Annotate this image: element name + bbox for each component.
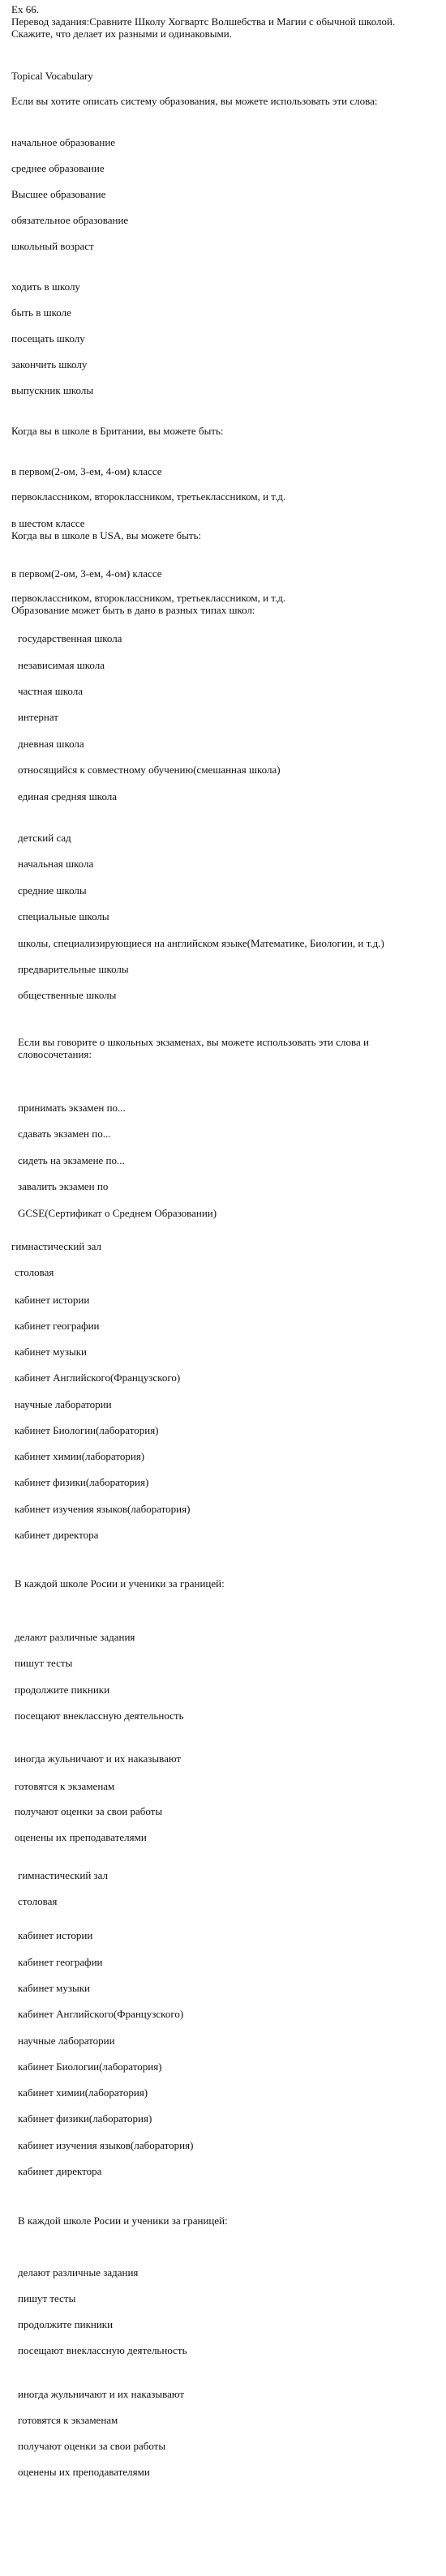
vocab-item: государственная школа [18, 632, 122, 644]
vocab-item: школы, специализирующиеся на английском языке(Математике, Биологии, и т.д.) [18, 937, 384, 949]
vocab-item: кабинет музыки [15, 1346, 87, 1358]
paragraph-school-types: Образование может быть в дано в разных типах школ: [11, 604, 255, 616]
vocab-item: кабинет физики(лаборатория) [15, 1476, 149, 1488]
vocab-item: специальные школы [18, 910, 109, 922]
vocab-item: готовятся к экзаменам [15, 1780, 115, 1792]
vocab-item: научные лаборатории [18, 2035, 115, 2047]
vocab-item: оценены их преподавателями [15, 1831, 147, 1843]
vocab-item: дневная школа [18, 738, 84, 750]
vocab-item: кабинет географии [15, 1320, 100, 1332]
vocab-item: Высшее образование [11, 188, 106, 200]
vocab-item: посещать школу [11, 332, 85, 344]
vocab-item: GCSE(Сертификат о Среднем Образовании) [18, 1207, 217, 1219]
vocab-item: пишут тесты [15, 1657, 73, 1669]
vocab-item: первоклассником, второклассником, третьеклассником, и т.д. [11, 592, 286, 604]
vocab-item: в первом(2-ом, 3-ем, 4-ом) классе [11, 567, 162, 580]
paragraph-russia-abroad: В каждой школе Росии и ученики за границей: [18, 2214, 228, 2227]
vocab-item: кабинет директора [15, 1529, 99, 1541]
vocab-item: кабинет Биологии(лаборатория) [18, 2060, 162, 2073]
vocab-item: частная школа [18, 685, 83, 697]
vocab-item: продолжите пикники [18, 2318, 114, 2330]
exercise-number: Ex 66. [11, 3, 39, 15]
task-translation-line-1: Перевод задания:Сравните Школу Хогвартс Волшебства и Магии с обычной школой. [11, 15, 396, 28]
vocab-item: кабинет географии [18, 1956, 103, 1968]
vocab-item: получают оценки за свои работы [15, 1805, 163, 1817]
paragraph-russia-abroad: В каждой школе Росии и ученики за границей: [15, 1577, 225, 1590]
paragraph-exams: словосочетания: [18, 1048, 92, 1060]
vocab-item: обязательное образование [11, 214, 129, 226]
vocab-item: кабинет физики(лаборатория) [18, 2112, 152, 2125]
vocab-item: готовятся к экзаменам [18, 2414, 118, 2426]
vocab-item: завалить экзамен по [18, 1180, 109, 1192]
section-heading-topical-vocabulary: Topical Vocabulary [11, 70, 93, 82]
paragraph-usa: Когда вы в школе в USA, вы можете быть: [11, 529, 202, 541]
vocab-item: пишут тесты [18, 2292, 76, 2304]
vocab-item: сидеть на экзамене по... [18, 1154, 125, 1166]
vocab-item: общественные школы [18, 989, 117, 1001]
vocab-item: кабинет Английского(Французского) [18, 2008, 184, 2020]
vocab-item: быть в школе [11, 306, 71, 319]
vocab-item: кабинет химии(лаборатория) [15, 1450, 145, 1462]
vocab-item: посещают внеклассную деятельность [18, 2344, 187, 2356]
vocab-item: первоклассником, второклассником, третьеклассником, и т.д. [11, 490, 286, 503]
vocab-item: начальное образование [11, 136, 116, 148]
vocab-item: средние школы [18, 884, 87, 896]
vocab-item: кабинет музыки [18, 1982, 90, 1994]
vocab-item: гимнастический зал [11, 1240, 102, 1252]
vocab-item: интернат [18, 711, 58, 723]
paragraph-exams: Если вы говорите о школьных экзаменах, вы можете использовать эти слова и [18, 1036, 369, 1048]
vocab-item: в шестом классе [11, 517, 85, 529]
vocab-item: закончить школу [11, 358, 88, 370]
vocab-item: единая средняя школа [18, 790, 118, 802]
vocab-item: детский сад [18, 832, 71, 844]
vocab-item: научные лаборатории [15, 1398, 112, 1410]
vocab-item: относящийся к совместному обучению(смешанная школа) [18, 764, 281, 776]
vocab-item: предварительные школы [18, 963, 129, 975]
vocab-item: кабинет изучения языков(лаборатория) [18, 2139, 194, 2151]
paragraph-education-system: Если вы хотите описать систему образования, вы можете использовать эти слова: [11, 95, 378, 107]
vocab-item: гимнастический зал [18, 1869, 109, 1881]
vocab-item: оценены их преподавателями [18, 2466, 150, 2478]
vocab-item: кабинет Биологии(лаборатория) [15, 1424, 159, 1436]
vocab-item: кабинет директора [18, 2165, 102, 2177]
vocab-item: иногда жульничают и их наказывают [15, 1752, 182, 1765]
vocab-item: кабинет Английского(Французского) [15, 1371, 181, 1384]
vocab-item: независимая школа [18, 659, 105, 671]
vocab-item: ходить в школу [11, 280, 80, 293]
vocab-item: кабинет химии(лаборатория) [18, 2086, 148, 2099]
vocab-item: делают различные задания [15, 1631, 135, 1643]
vocab-item: выпускник школы [11, 384, 94, 396]
vocab-item: продолжите пикники [15, 1684, 110, 1696]
vocab-item: столовая [15, 1266, 54, 1278]
vocab-item: начальная школа [18, 858, 94, 870]
vocab-item: в первом(2-ом, 3-ем, 4-ом) классе [11, 465, 162, 477]
paragraph-britain: Когда вы в школе в Британии, вы можете быть: [11, 425, 224, 437]
vocab-item: делают различные задания [18, 2266, 139, 2279]
vocab-item: среднее образование [11, 162, 105, 174]
task-translation-line-2: Скажите, что делает их разными и одинаковыми. [11, 28, 232, 40]
vocab-item: посещают внеклассную деятельность [15, 1709, 184, 1722]
vocab-item: школьный возраст [11, 240, 94, 252]
vocab-item: принимать экзамен по... [18, 1102, 126, 1114]
vocab-item: столовая [18, 1895, 58, 1907]
vocab-item: сдавать экзамен по... [18, 1128, 111, 1140]
vocab-item: иногда жульничают и их наказывают [18, 2388, 185, 2400]
vocab-item: кабинет изучения языков(лаборатория) [15, 1503, 191, 1515]
vocab-item: получают оценки за свои работы [18, 2440, 166, 2452]
vocab-item: кабинет истории [18, 1929, 93, 1941]
vocab-item: кабинет истории [15, 1294, 90, 1306]
